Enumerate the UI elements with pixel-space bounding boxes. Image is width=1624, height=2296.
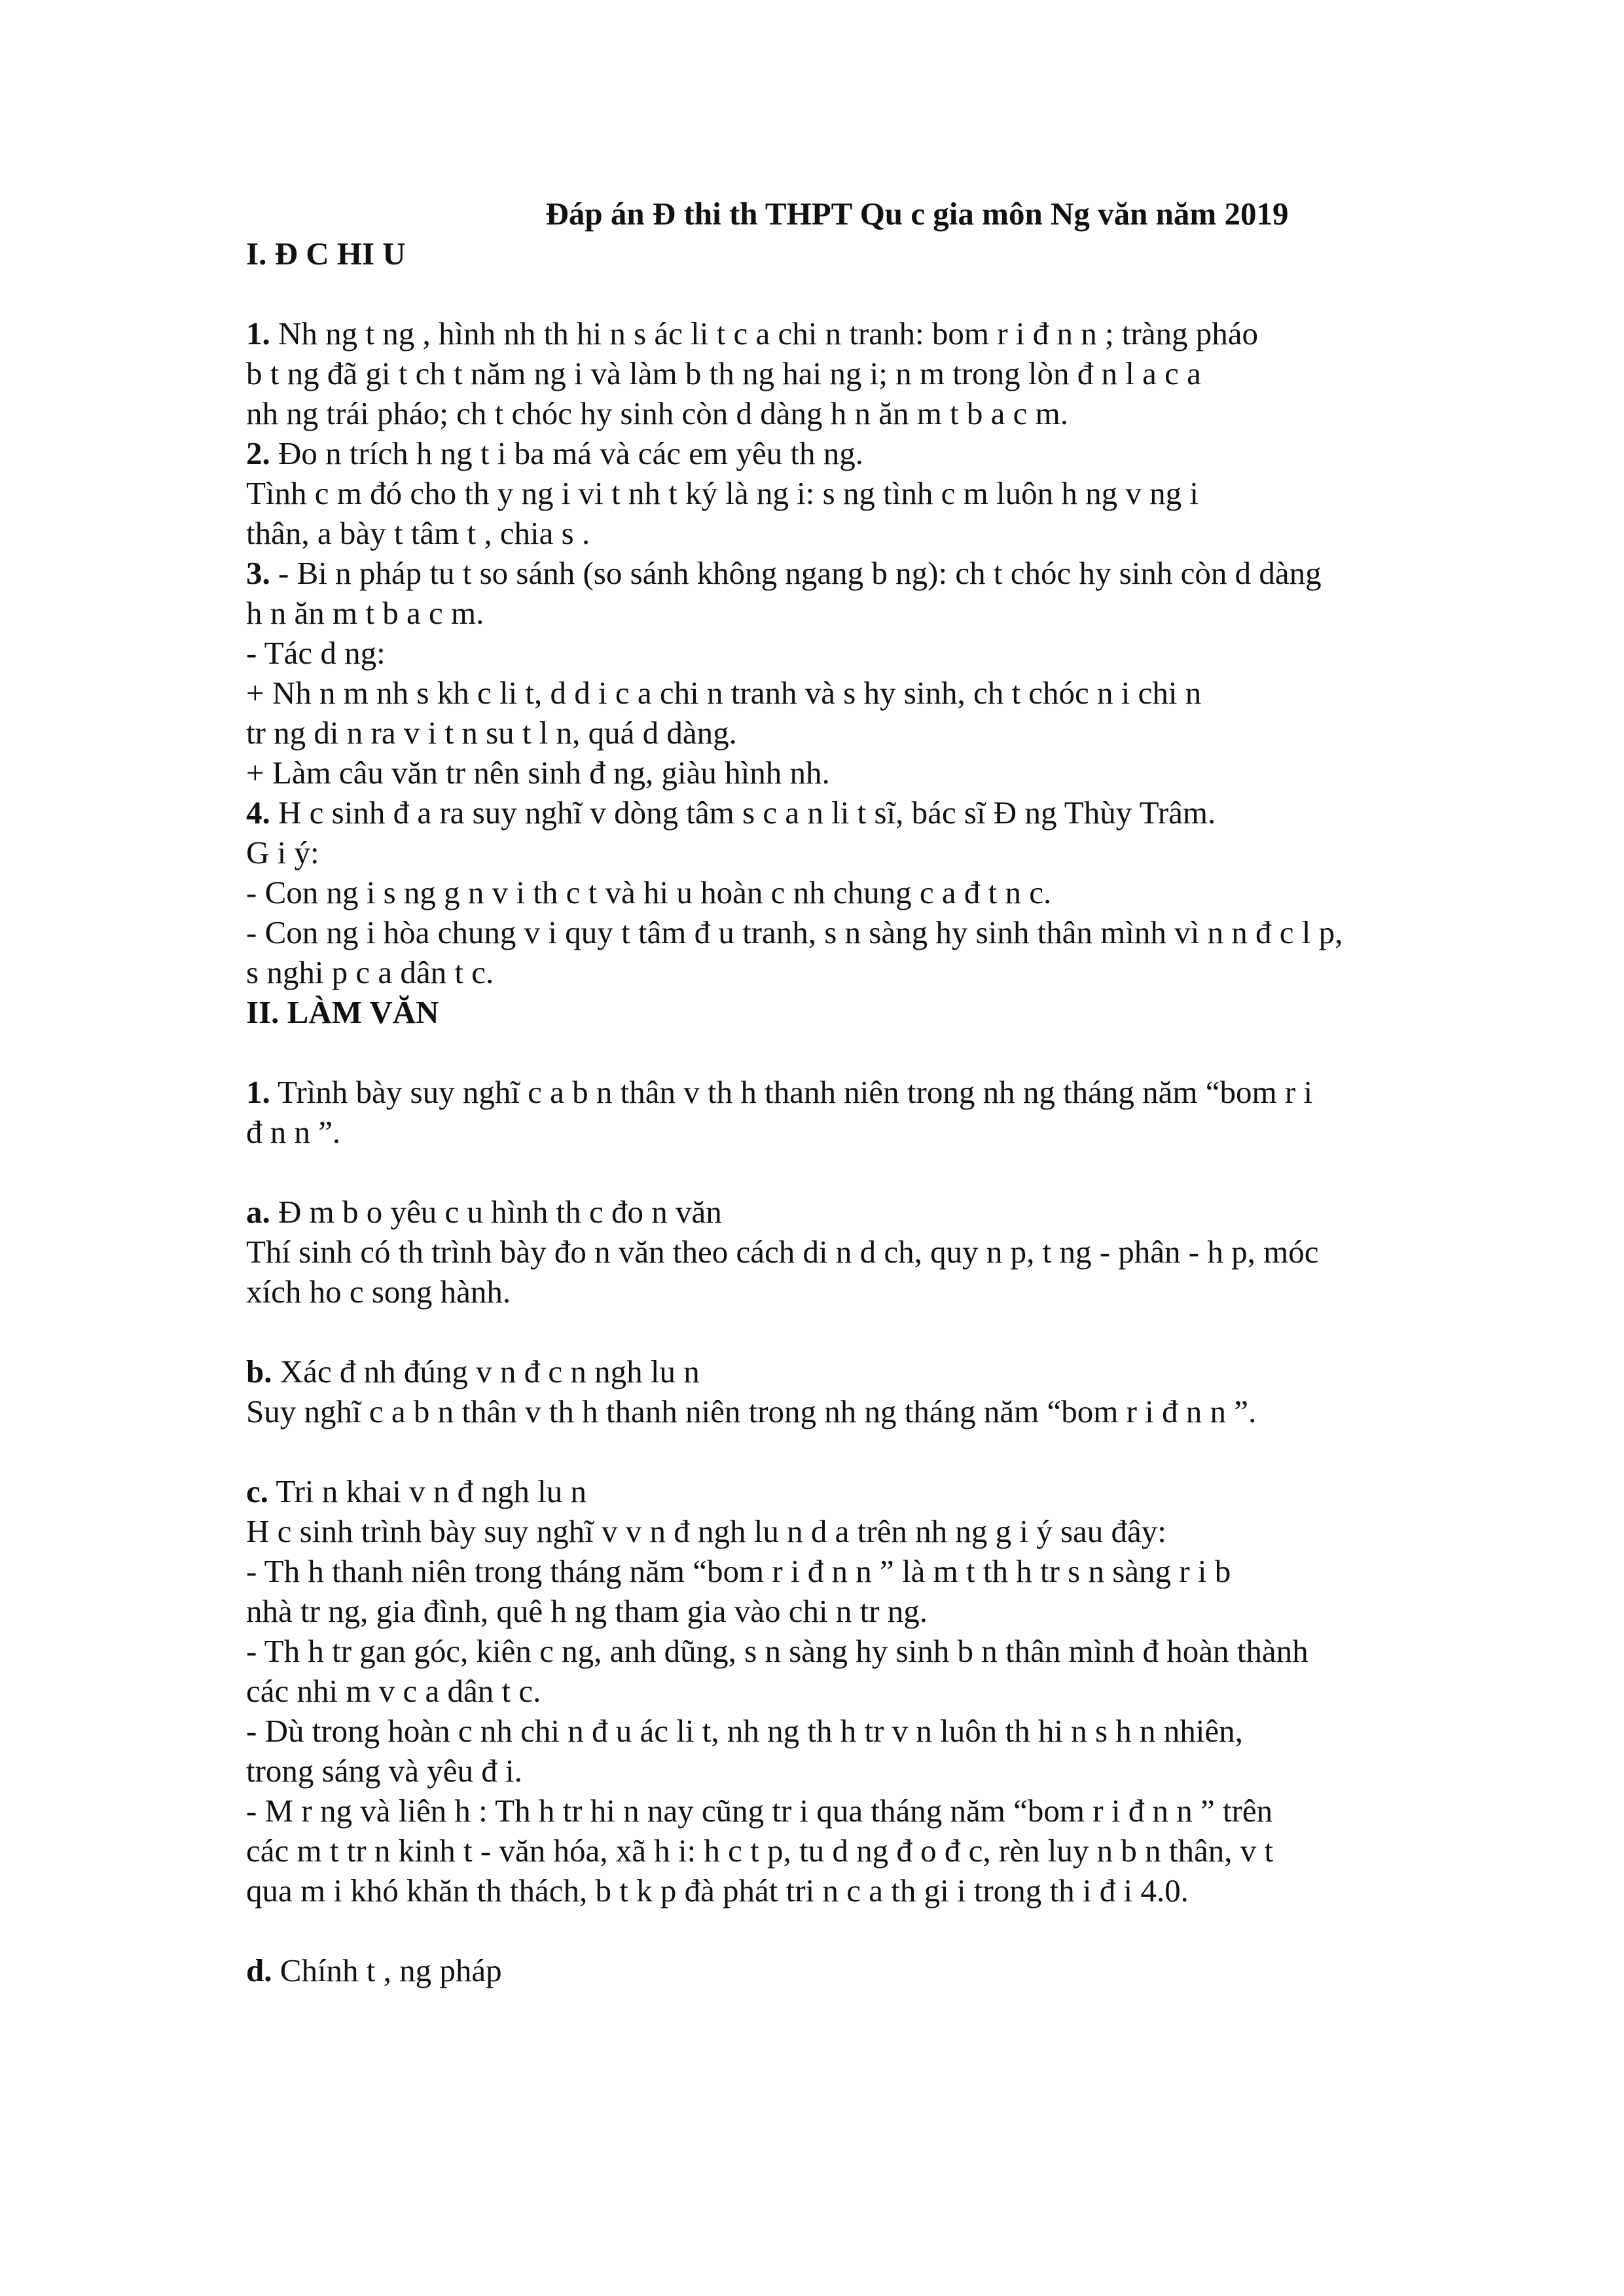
text-line: qua m i khó khăn th thách, b t k p đà phát tri n c a th gi i trong th i đ i 4.0. [246, 1873, 1189, 1909]
text-line: nh ng trái pháo; ch t chóc hy sinh còn d dàng h n ăn m t b a c m. [246, 395, 1069, 431]
document-page [246, 194, 1549, 1990]
item-number: 4. [246, 795, 270, 831]
item-number: c. [246, 1473, 268, 1509]
item-number: 1. [246, 315, 270, 351]
text-line: các nhi m v c a dân t c. [246, 1673, 541, 1709]
spacer [246, 1910, 1549, 1950]
text-line: - Th h thanh niên trong tháng năm “bom r i đ n n ” là m t th h tr s n sàng r i b [246, 1553, 1231, 1589]
text-line: b t ng đã gi t ch t năm ng i và làm b th ng hai ng i; n m trong lòn đ n l a c a [246, 355, 1201, 391]
text-line: 1. Nh ng t ng , hình nh th hi n s ác li t c a chi n tranh: bom r i đ n n ; tràng pháo [246, 315, 1258, 351]
text-line: + Nh n m nh s kh c li t, d d i c a chi n tranh và s hy sinh, ch t chóc n i chi n [246, 675, 1202, 711]
reading-item-1 [246, 314, 1549, 433]
text-line: 1. Trình bày suy nghĩ c a b n thân v th h thanh niên trong nh ng tháng năm “bom r i [246, 1074, 1313, 1110]
text-line: 2. Đo n trích h ng t i ba má và các em yêu th ng. [246, 435, 863, 471]
text-line: b. Xác đ nh đúng v n đ c n ngh lu n [246, 1354, 700, 1390]
text-line: nhà tr ng, gia đình, quê h ng tham gia vào chi n tr ng. [246, 1593, 928, 1629]
text-line: a. Đ m b o yêu c u hình th c đo n văn [246, 1194, 722, 1230]
text-line: - Tác d ng: [246, 635, 386, 671]
spacer [246, 1032, 1549, 1072]
spacer [246, 1152, 1549, 1192]
text-line: + Làm câu văn tr nên sinh đ ng, giàu hình nh. [246, 755, 830, 791]
text-line: c. Tri n khai v n đ ngh lu n [246, 1473, 586, 1509]
section-heading-reading: I. Đ C HI U [246, 236, 406, 272]
item-number: 2. [246, 435, 270, 471]
item-number: b. [246, 1354, 272, 1390]
item-number: d. [246, 1952, 272, 1988]
spacer [246, 1312, 1549, 1352]
writing-sub-d [246, 1950, 1549, 1990]
item-number: a. [246, 1194, 270, 1230]
writing-sub-a [246, 1192, 1549, 1312]
writing-sub-b [246, 1352, 1549, 1431]
page-title: Đáp án Đ thi th THPT Qu c gia môn Ng văn năm 2019 [545, 196, 1289, 232]
text-line: 4. H c sinh đ a ra suy nghĩ v dòng tâm s c a n li t sĩ, bác sĩ Đ ng Thùy Trâm. [246, 795, 1216, 831]
item-number: 1. [246, 1074, 270, 1110]
text-line: - Con ng i hòa chung v i quy t tâm đ u tranh, s n sàng hy sinh thân mình vì n n đ c l p, [246, 914, 1343, 950]
text-line: Suy nghĩ c a b n thân v th h thanh niên trong nh ng tháng năm “bom r i đ n n ”. [246, 1393, 1257, 1429]
item-number: 3. [246, 555, 270, 591]
writing-intro [246, 1072, 1549, 1152]
text-line: Thí sinh có th trình bày đo n văn theo cách di n d ch, quy n p, t ng - phân - h p, móc [246, 1234, 1319, 1270]
text-line: - M r ng và liên h : Th h tr hi n nay cũng tr i qua tháng năm “bom r i đ n n ” trên [246, 1793, 1273, 1829]
text-line: d. Chính t , ng pháp [246, 1952, 502, 1988]
text-line: trong sáng và yêu đ i. [246, 1753, 522, 1789]
text-line: tr ng di n ra v i t n su t l n, quá d dàng. [246, 715, 737, 751]
reading-item-3 [246, 553, 1549, 793]
text-line: - Dù trong hoàn c nh chi n đ u ác li t, nh ng th h tr v n luôn th hi n s h n nhiên, [246, 1713, 1243, 1749]
text-line: các m t tr n kinh t - văn hóa, xã h i: h c t p, tu d ng đ o đ c, rèn luy n b n thân, v t [246, 1833, 1274, 1869]
text-line: h n ăn m t b a c m. [246, 595, 484, 631]
text-line: 3. - Bi n pháp tu t so sánh (so sánh không ngang b ng): ch t chóc hy sinh còn d dàng [246, 555, 1322, 591]
reading-item-2 [246, 433, 1549, 553]
spacer [246, 274, 1549, 314]
text-line: - Con ng i s ng g n v i th c t và hi u hoàn c nh chung c a đ t n c. [246, 874, 1052, 910]
spacer [246, 1431, 1549, 1471]
text-line: Tình c m đó cho th y ng i vi t nh t ký là ng i: s ng tình c m luôn h ng v ng i [246, 475, 1199, 511]
text-line: xích ho c song hành. [246, 1274, 511, 1310]
text-line: s nghi p c a dân t c. [246, 954, 494, 990]
reading-item-4 [246, 793, 1549, 992]
text-line: H c sinh trình bày suy nghĩ v v n đ ngh lu n d a trên nh ng g i ý sau đây: [246, 1513, 1166, 1549]
section-heading-writing: II. LÀM VĂN [246, 994, 439, 1030]
text-line: G i ý: [246, 834, 319, 870]
text-line: thân, a bày t tâm t , chia s . [246, 515, 590, 551]
text-line: đ n n ”. [246, 1114, 341, 1150]
writing-sub-c [246, 1471, 1549, 1910]
text-line: - Th h tr gan góc, kiên c ng, anh dũng, s n sàng hy sinh b n thân mình đ hoàn thành [246, 1633, 1308, 1669]
